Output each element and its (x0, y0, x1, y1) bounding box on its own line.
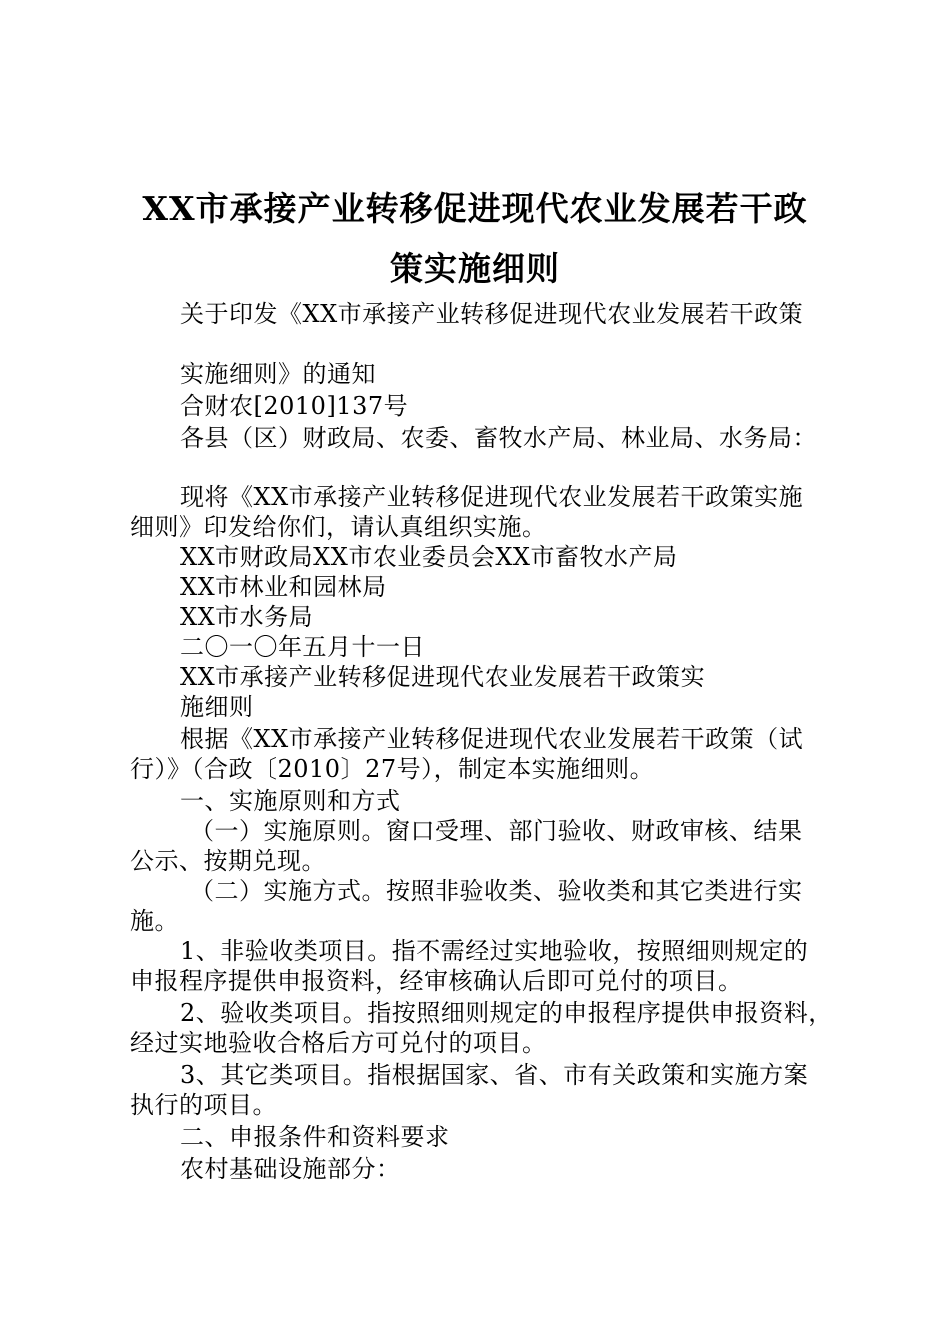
body-paragraph-line: （一）实施原则。窗口受理、部门验收、财政审核、结果 (190, 817, 803, 845)
notice-heading-line-1: 关于印发《XX市承接产业转移促进现代农业发展若干政策 (180, 300, 804, 328)
body-paragraph-line: 行）》（合政〔2010〕27号），制定本实施细则。 (130, 755, 655, 783)
body-paragraph-line: 3、其它类项目。指根据国家、省、市有关政策和实施方案 (180, 1061, 809, 1089)
section-title-line: XX市承接产业转移促进现代农业发展若干政策实 (180, 663, 706, 691)
recipients-line: 各县（区）财政局、农委、畜牧水产局、林业局、水务局： (180, 424, 817, 452)
issuer-line: XX市水务局 (180, 603, 314, 631)
document-number: 合财农[2010]137号 (180, 392, 409, 420)
body-paragraph-line: （二）实施方式。按照非验收类、验收类和其它类进行实 (190, 877, 803, 905)
notice-heading-line-2: 实施细则》的通知 (180, 360, 376, 388)
body-paragraph-line: 现将《XX市承接产业转移促进现代农业发展若干政策实施 (180, 483, 804, 511)
body-paragraph-line: 经过实地验收合格后方可兑付的项目。 (130, 1029, 547, 1057)
body-paragraph-line: 申报程序提供申报资料，经审核确认后即可兑付的项目。 (130, 967, 743, 995)
body-paragraph-line: 1、非验收类项目。指不需经过实地验收，按照细则规定的 (180, 937, 809, 965)
body-paragraph-line: 根据《XX市承接产业转移促进现代农业发展若干政策（试 (180, 725, 804, 753)
issuer-line: XX市林业和园林局 (180, 573, 387, 601)
document-title-line-2: 策实施细则 (390, 249, 560, 288)
body-paragraph-line: 2、验收类项目。指按照细则规定的申报程序提供申报资料， (180, 999, 833, 1027)
body-paragraph-line: 执行的项目。 (130, 1091, 277, 1119)
issue-date: 二〇一〇年五月十一日 (180, 633, 425, 661)
section-heading: 二、申报条件和资料要求 (180, 1123, 450, 1151)
body-paragraph-line: 细则》印发给你们，请认真组织实施。 (130, 513, 547, 541)
section-heading: 一、实施原则和方式 (180, 787, 401, 815)
document-title-line-1: XX市承接产业转移促进现代农业发展若干政 (142, 189, 808, 228)
subsection-heading: 农村基础设施部分： (180, 1155, 401, 1183)
body-paragraph-line: 施。 (130, 907, 179, 935)
body-paragraph-line: 公示、按期兑现。 (130, 847, 326, 875)
section-title-line: 施细则 (180, 693, 254, 721)
issuer-line: XX市财政局XX市农业委员会XX市畜牧水产局 (180, 543, 678, 571)
